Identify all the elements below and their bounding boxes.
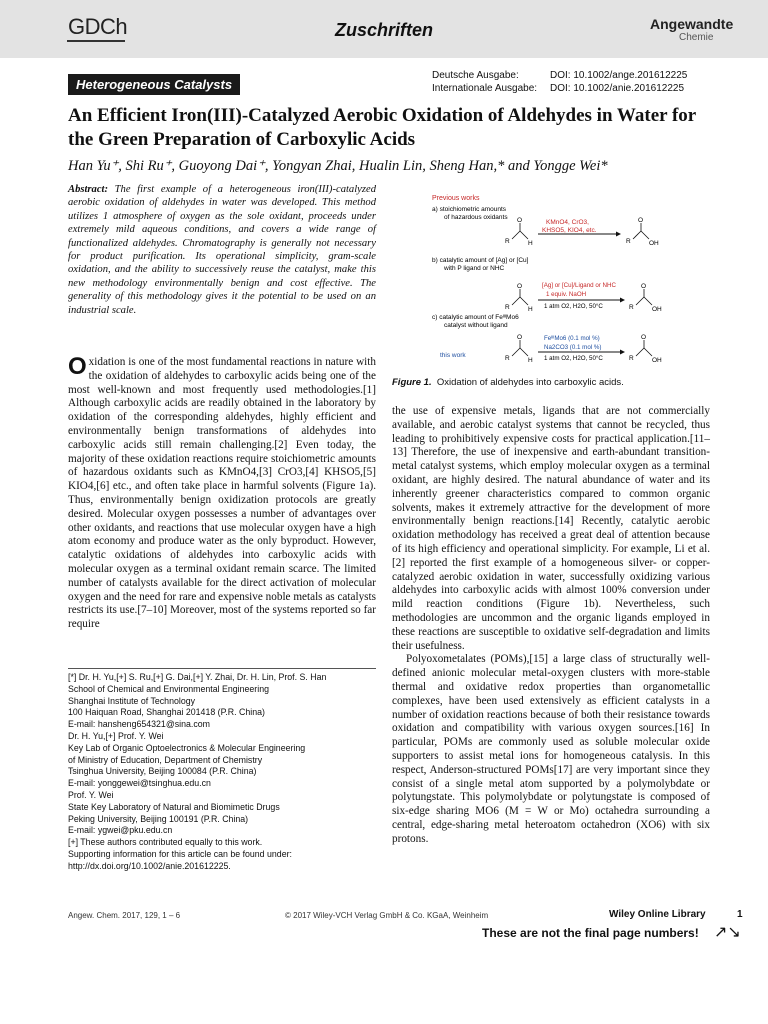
society-logo: GDCh	[68, 14, 128, 39]
acid-structure	[629, 334, 662, 364]
fig-c-label: c) catalytic amount of FeᴵᴵᴵMo6	[432, 314, 519, 321]
oxygen-label: O	[641, 283, 647, 290]
figure-caption-text: Oxidation of aldehydes into carboxylic acids.	[436, 377, 624, 388]
footnote-line: of Ministry of Education, Department of Chemistry	[68, 754, 263, 765]
reaction-arrowhead	[616, 232, 621, 237]
oxygen-label: O	[517, 217, 523, 224]
footer-library-link[interactable]: Wiley Online Library	[609, 909, 706, 920]
fig-c-reagents2: Na2CO3 (0.1 mol %)	[544, 344, 602, 351]
footer-copyright: © 2017 Wiley-VCH Verlag GmbH & Co. KGaA, Weinheim	[285, 911, 489, 920]
oxygen-label: O	[517, 283, 523, 290]
footer-citation: Angew. Chem. 2017, 129, 1 – 6	[68, 911, 181, 920]
footnote-line: Supporting information for this article can be found under:	[68, 848, 292, 859]
footnote-line: Prof. Y. Wei	[68, 789, 114, 800]
doi-german-link[interactable]: DOI: 10.1002/ange.201612225	[550, 70, 688, 81]
fig-c-label2: catalyst without ligand	[444, 322, 508, 329]
footnote-line: [*] Dr. H. Yu,[+] S. Ru,[+] G. Dai,[+] Y. Zhai, Dr. H. Lin, Prof. S. Han	[68, 672, 327, 682]
aldehyde-structure	[505, 217, 533, 247]
fig-b-label: b) catalytic amount of [Ag] or [Cu]	[432, 257, 529, 264]
footnotes	[68, 672, 376, 873]
drop-cap: O	[68, 353, 87, 380]
footnote-line: [+] These authors contributed equally to this work.	[68, 837, 263, 848]
supporting-info-link[interactable]: http://dx.doi.org/10.1002/anie.201612225.	[68, 860, 231, 871]
doi-german	[432, 70, 687, 81]
r-group-label: R	[629, 304, 634, 311]
reaction-arrowhead	[620, 350, 625, 355]
hydroxyl-label: OH	[649, 240, 659, 247]
footnote-line: Peking University, Beijing 100191 (P.R. China)	[68, 813, 249, 824]
hydroxyl-label: OH	[652, 306, 662, 313]
category-badge: Heterogeneous Catalysts	[68, 74, 240, 95]
footnote-email[interactable]: E-mail: ygwei@pku.edu.cn	[68, 825, 173, 836]
section-title: Zuschriften	[334, 20, 433, 40]
footnote-line: School of Chemical and Environmental Engineering	[68, 683, 269, 694]
fig-b-reagents: [Ag] or [Cu]/Ligand or NHC	[542, 282, 616, 289]
fig-a-label: a) stoichiometric amounts	[432, 206, 507, 213]
aldehyde-structure	[505, 283, 533, 313]
fig-c-conditions: 1 atm O2, H2O, 50°C	[544, 355, 603, 362]
footnote-line: 100 Haiquan Road, Shanghai 201418 (P.R. China)	[68, 707, 265, 718]
oxygen-label: O	[517, 334, 523, 341]
oxygen-label: O	[641, 334, 647, 341]
article-title: An Efficient Iron(III)-Catalyzed Aerobic Oxidation of Aldehydes in Water for the Green Preparation of Carboxylic Acids	[68, 105, 696, 150]
footnote-line: Dr. H. Yu,[+] Prof. Y. Wei	[68, 730, 164, 741]
footnote-email[interactable]: E-mail: hansheng654321@sina.com	[68, 719, 210, 730]
abstract-text: The first example of a heterogeneous iron(III)-catalyzed aerobic oxidation of aldehydes in water was developed. This method utilizes 1 atmosphere of oxygen as the sole oxidant, proceeds under extremely mild aqueous conditions, and covers a wide range of functionalized aldehydes. Chromatography is generally not necessary for product purification. Its operational simplicity, gram-scale oxidation, and the ability to successively reuse the catalyst, make this new methodology environmentally benign and cost effective. The generality of this methodology gives it the potential to be used on an industrial scale.	[68, 184, 376, 316]
figure-caption-label: Figure 1.	[392, 377, 432, 388]
footnote-email[interactable]: E-mail: yonggewei@tsinghua.edu.cn	[68, 778, 211, 789]
aldehyde-structure	[505, 334, 533, 364]
fig-a-reagents: KMnO4, CrO3,	[546, 219, 589, 226]
doi-international	[432, 83, 684, 94]
proof-banner: These are not the final page numbers!	[482, 926, 699, 940]
footnote-line: State Key Laboratory of Natural and Biomimetic Drugs	[68, 801, 280, 812]
acid-structure	[626, 217, 659, 247]
fig-a-reagents2: KHSO5, KIO4, etc.	[542, 227, 597, 234]
doi-international-label: Internationale Ausgabe:	[432, 83, 538, 94]
fig-a-label2: of hazardous oxidants	[444, 214, 508, 221]
abstract-label: Abstract:	[68, 184, 109, 195]
body-column-right	[392, 405, 710, 847]
fig-b-conditions: 1 atm O2, H2O, 50°C	[544, 303, 603, 310]
footnote-divider	[68, 668, 376, 669]
footnote-line: Key Lab of Organic Optoelectronics & Molecular Engineering	[68, 742, 306, 753]
fig-heading: Previous works	[432, 195, 480, 202]
body-paragraph: Polyoxometalates (POMs),[15] a large class of structurally well-defined anionic molecular metal-oxygen clusters with more-stable thermal and oxidative redox properties than organometallic complexes, have been used extensively as efficient catalysts in a number of oxidation reactions because of both their resistance towards oxidation and compatibility with various oxygen sources.[16] In particular, POMs are commonly used as soluble molecular oxide supporters to assist metal ions for homogeneous catalysis. In this respect, Anderson-structured POMs[17] are very important since they consist of a single metal atom supported by a polymolybdate or polytungstate. This polymolybdate or polytungstate is composed of six-edge sharing MO6 (M = W or Mo) octahedra surrounding a central, edge-sharing metal heteroatom octahedron (XO6) with six protons.	[392, 653, 710, 845]
author-list: Han Yu⁺, Shi Ru⁺, Guoyong Dai⁺, Yongyan Zhai, Hualin Lin, Sheng Han,* and Yongge Wei*	[68, 158, 608, 174]
reaction-scheme-figure	[420, 190, 710, 368]
r-group-label: R	[629, 355, 634, 362]
fig-c-reagents: FeᴵᴵᴵMo6 (0.1 mol %)	[544, 335, 600, 342]
arrows-icon: ↗↘	[714, 924, 741, 941]
hydrogen-label: H	[528, 240, 533, 247]
footnote-line: Tsinghua University, Beijing 100084 (P.R. China)	[68, 766, 257, 777]
fig-b-reagents2: 1 equiv. NaOH	[546, 291, 587, 298]
doi-german-label: Deutsche Ausgabe:	[432, 70, 519, 81]
doi-international-link[interactable]: DOI: 10.1002/anie.201612225	[550, 83, 684, 94]
journal-brand: Angewandte	[650, 16, 734, 32]
page-number: 1	[737, 909, 743, 920]
journal-brand-sub: Chemie	[679, 32, 714, 43]
abstract	[68, 183, 376, 317]
hydroxyl-label: OH	[652, 357, 662, 364]
figure-caption	[392, 377, 624, 388]
r-group-label: R	[626, 238, 631, 245]
this-work-label: this work	[440, 352, 466, 359]
footnote-line: Shanghai Institute of Technology	[68, 695, 195, 706]
oxygen-label: O	[638, 217, 644, 224]
reaction-arrowhead	[620, 298, 625, 303]
r-group-label: R	[505, 304, 510, 311]
body-paragraph: xidation is one of the most fundamental reactions in nature with the oxidation of aldehydes to carboxylic acids being one of the most well-known and most frequently used methodologies.[1] Although carboxylic acids are readily obtained in the laboratory by oxidation of the corresponding aldehydes, highly efficient and environmentally benign transformations of aldehydes into carboxylic acids still remain challenging.[2] Even today, the majority of these oxidation reactions require stoichiometric amounts of hazardous oxidants such as KMnO4,[3] CrO3,[4] KHSO5,[5] KIO4,[6] etc., and often take place in harmful solvents (Figure 1a). Thus, environmentally benign oxidization protocols are greatly desired. Molecular oxygen possesses a number of advantages over other oxidants, and reactions that use molecular oxygen have a high atom economy and produce water as the only byproduct. However, catalytic oxidations of aldehydes into carboxylic acids with molecular oxygen as a terminal oxidant remain scarce. The limited number of catalysts available for the direct activation of molecular oxygen and the need for rare and expensive noble metals as catalysts restricts its use.[7–10] Moreover, most of the systems reported so far require	[68, 356, 376, 631]
acid-structure	[629, 283, 662, 313]
r-group-label: R	[505, 355, 510, 362]
r-group-label: R	[505, 238, 510, 245]
body-paragraph: the use of expensive metals, ligands that are not commercially available, and aerobic catalyst systems that cannot be recycled, thus leading to prohibitively expensive costs for practical application.[11–13] Therefore, the use of inexpensive and earth-abundant transition-metal catalyst systems, which employ molecular oxygen as a terminal oxidant, are highly desired. The natural abundance of water and its inherently greener characteristics compared to common organic solvents, makes it extremely attractive for the development of more environmentally benign reactions.[14] Recently, catalytic aerobic oxidation methodology has received a great deal of attention because of its high efficiency and operational simplicity. For example, Li et al.[2] reported the first example of a homogeneous silver- or copper-catalyzed aerobic oxidation in water, successfully oxidizing various aldehydes into carboxylic acids with almost 100% conversion under mild reaction conditions (Figure 1b). Nevertheless, such methodologies are uncommon and the organic ligands employed in these reactions are susceptible to oxidative self-degradation and limits their usefulness.	[392, 405, 710, 652]
hydrogen-label: H	[528, 357, 533, 364]
body-column-left	[68, 353, 376, 632]
hydrogen-label: H	[528, 306, 533, 313]
fig-b-label2: with P ligand or NHC	[444, 265, 505, 272]
